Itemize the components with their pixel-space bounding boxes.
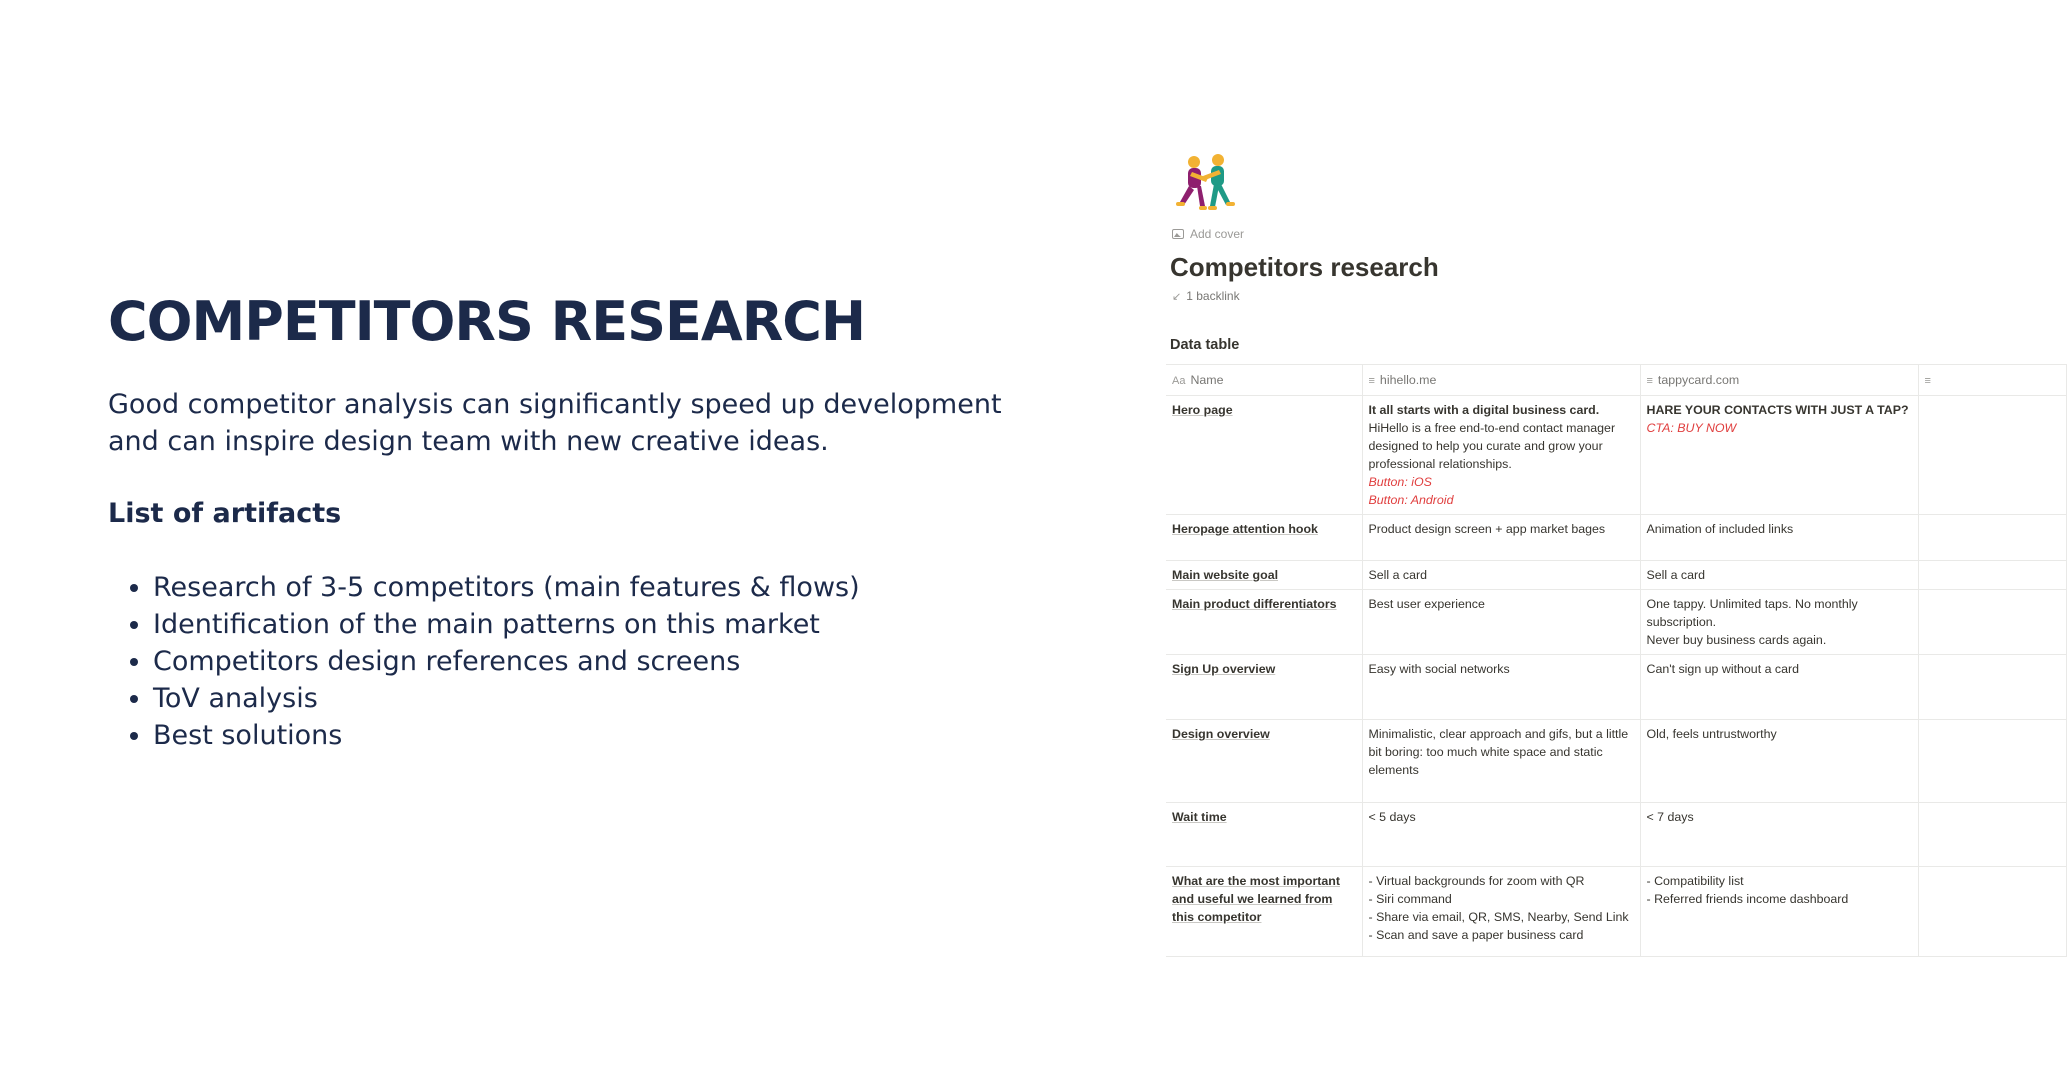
row-name[interactable]: Wait time [1172,810,1227,824]
table-cell[interactable]: - Virtual backgrounds for zoom with QR - Siri command - Share via email, QR, SMS, Nearby, Send Link - Scan and save a paper business card [1362,867,1640,957]
lines-property-icon: ≡ [1368,375,1375,387]
table-row[interactable] [1166,396,2066,515]
table-row[interactable] [1166,561,2066,590]
table-cell[interactable] [1918,590,2066,655]
artifact-item: • Identification of the main patterns on this market [153,606,1008,643]
table-row[interactable] [1166,803,2066,867]
arrow-down-left-icon: ↙ [1172,290,1182,303]
artifacts-heading: List of artifacts [108,498,342,529]
table-cell[interactable] [1918,515,2066,561]
table-cell[interactable]: Best user experience [1362,590,1640,655]
slide-intro: Good competitor analysis can significantly speed up development and can inspire design team with new creative ideas. [108,389,1002,457]
add-cover-button[interactable] [1172,227,1244,241]
artifacts-list [108,569,1008,754]
table-cell[interactable] [1918,867,2066,957]
page-title[interactable]: Competitors research [1170,252,1439,282]
backlink-label: 1 backlink [1186,289,1240,303]
row-name[interactable]: What are the most important and useful we learned from this competitor [1172,874,1340,924]
wrestlers-emoji-icon [1170,152,1242,216]
table-cell[interactable]: - Compatibility list - Referred friends income dashboard [1640,867,1918,957]
column-header-cut-off[interactable] [1918,365,2066,396]
table-cell[interactable]: < 5 days [1362,803,1640,867]
table-cell[interactable]: Old, feels untrustworthy [1640,720,1918,803]
backlink-button[interactable] [1172,289,1240,303]
table-cell[interactable] [1918,803,2066,867]
row-name[interactable]: Design overview [1172,727,1270,741]
column-header-tappycard[interactable]: ≡ tappycard.com [1640,365,1918,396]
row-name[interactable]: Main product differentiators [1172,597,1337,611]
table-cell[interactable]: Animation of included links [1640,515,1918,561]
table-cell[interactable] [1918,396,2066,515]
table-cell[interactable]: Sell a card [1640,561,1918,590]
slide-title: COMPETITORS RESEARCH [108,290,866,353]
table-cell[interactable] [1918,655,2066,720]
lines-property-icon: ≡ [1924,375,1931,387]
column-header-name[interactable]: Aa Name [1166,365,1362,396]
table-row[interactable] [1166,720,2066,803]
image-icon [1172,229,1184,239]
row-name[interactable]: Main website goal [1172,568,1279,582]
table-cell[interactable]: Minimalistic, clear approach and gifs, but a little bit boring: too much white space and static elements [1362,720,1640,803]
artifact-item: • Competitors design references and screens [153,643,1008,680]
artifact-item: • Best solutions [153,717,1008,754]
table-cell[interactable]: Easy with social networks [1362,655,1640,720]
table-row[interactable] [1166,515,2066,561]
table-cell[interactable]: One tappy. Unlimited taps. No monthly subscription. Never buy business cards again. [1640,590,1918,655]
column-header-hihello[interactable]: ≡ hihello.me [1362,365,1640,396]
table-cell[interactable]: Product design screen + app market bages [1362,515,1640,561]
table-row[interactable] [1166,867,2066,957]
artifact-item: • ToV analysis [153,680,1008,717]
table-cell[interactable]: HARE YOUR CONTACTS WITH JUST A TAP? CTA: BUY NOW [1640,396,1918,515]
table-cell[interactable] [1918,720,2066,803]
text-property-icon: Aa [1172,375,1186,387]
table-cell[interactable]: Sell a card [1362,561,1640,590]
table-cell[interactable]: It all starts with a digital business card. HiHello is a free end-to-end contact manager designed to help you curate and grow your professional relationships. Button: iOS Button: Android [1362,396,1640,515]
table-header-row [1166,365,2066,396]
row-name[interactable]: Sign Up overview [1172,662,1276,676]
table-row[interactable] [1166,590,2066,655]
row-name[interactable]: Hero page [1172,403,1233,417]
lines-property-icon: ≡ [1646,375,1653,387]
add-cover-label: Add cover [1190,227,1245,241]
row-name[interactable]: Heropage attention hook [1172,522,1318,536]
table-cell[interactable]: < 7 days [1640,803,1918,867]
notion-page-screenshot [1160,150,1931,942]
table-cell[interactable]: Can't sign up without a card [1640,655,1918,720]
table-row[interactable] [1166,655,2066,720]
slide-content [108,288,1008,754]
table-cell[interactable] [1918,561,2066,590]
table-title[interactable]: Data table [1170,337,1240,353]
data-table [1166,364,2067,957]
artifact-item: • Research of 3-5 competitors (main features & flows) [153,569,1008,606]
